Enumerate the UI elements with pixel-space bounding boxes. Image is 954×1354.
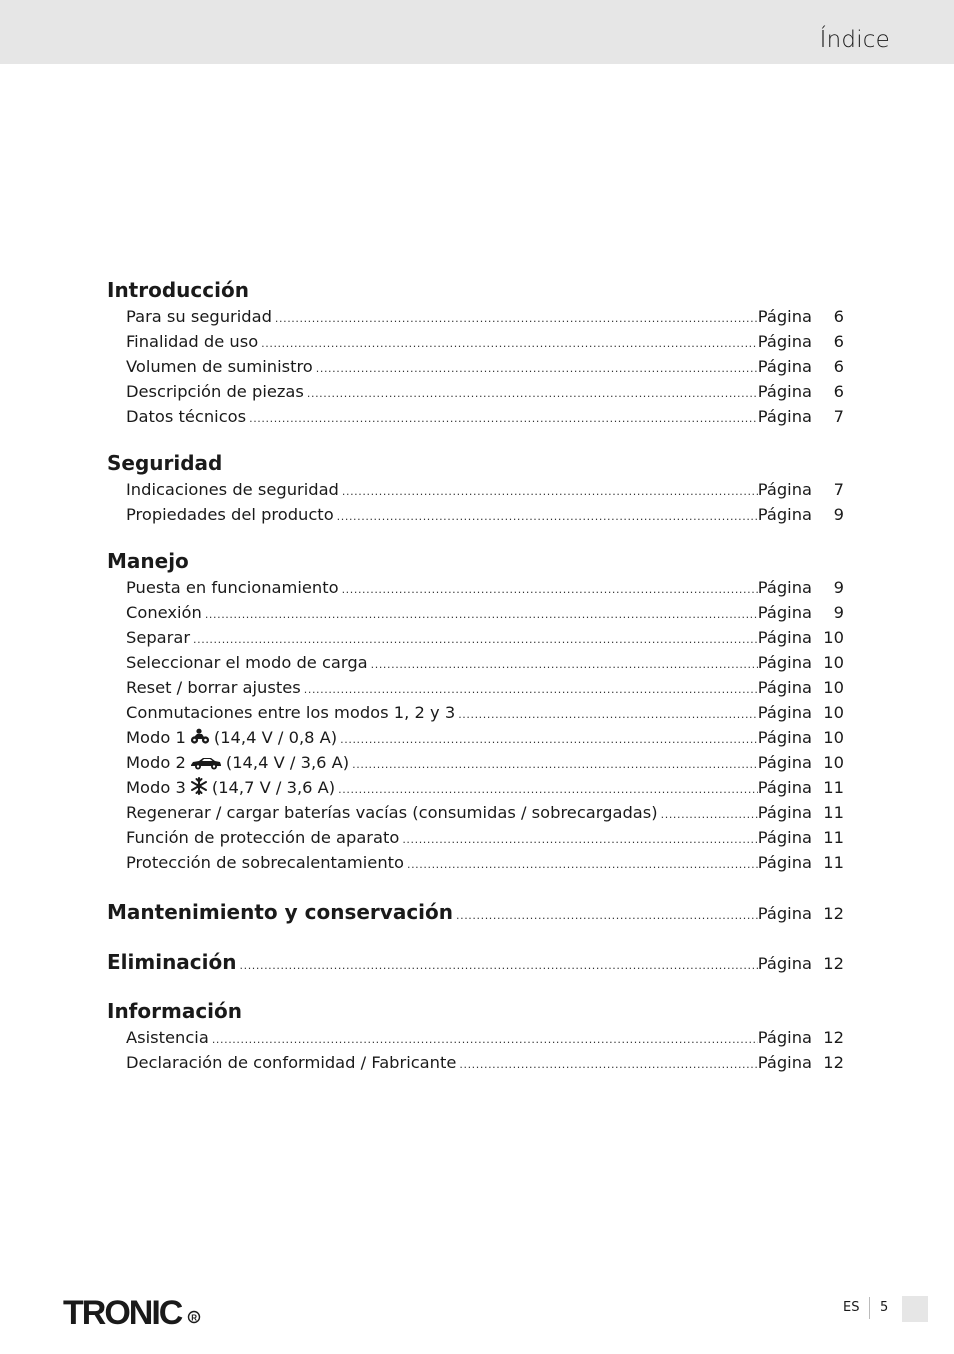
entry-label-pre: Modo 3 [126,778,186,797]
page-number: 6 [833,332,844,351]
page-word: Página [757,505,812,524]
page-number: 9 [833,603,844,622]
toc-entry[interactable] [107,850,844,875]
page-word: Página [757,853,812,872]
dot-leader [240,951,758,981]
toc-entry[interactable] [107,600,844,625]
page-number: 10 [823,678,844,697]
toc-entry[interactable] [107,304,844,329]
page-number: 11 [823,828,844,847]
entry-label: Reset / borrar ajustes [126,678,301,697]
page-number: 11 [823,803,844,822]
entry-label: Datos técnicos [126,407,247,426]
entry-label: Conexión [126,603,202,622]
section-manejo [107,547,844,875]
dot-leader [249,406,758,431]
dot-leader [261,331,758,356]
toc-entry[interactable] [107,750,844,775]
entry-label: Seleccionar el modo de carga [126,653,368,672]
section-title: Mantenimiento y conservación [107,900,454,924]
table-of-contents [107,276,844,1075]
page-number: 7 [833,480,844,499]
page-number: 10 [823,628,844,647]
entry-label: Finalidad de uso [126,332,259,351]
dot-leader [459,1052,757,1077]
entry-label [126,725,337,752]
toc-entry[interactable] [107,650,844,675]
entry-label: Conmutaciones entre los modos 1, 2 y 3 [126,703,456,722]
section-title: Manejo [107,549,189,573]
page-word: Página [757,480,812,499]
section-introduccion [107,276,844,429]
page-number: 12 [823,1053,844,1072]
dot-leader [458,702,758,727]
entry-label [126,750,349,777]
page-number: 6 [833,307,844,326]
page-number: 12 [823,1028,844,1047]
page-number: 6 [833,382,844,401]
page-word: Página [757,578,812,597]
toc-entry[interactable] [107,725,844,750]
entry-label: Para su seguridad [126,307,272,326]
page-number: 7 [833,407,844,426]
page-word: Página [757,803,812,822]
toc-entry[interactable] [107,379,844,404]
page-number: 10 [823,653,844,672]
page-number: 10 [823,703,844,722]
page-number: 11 [823,778,844,797]
toc-entry[interactable] [107,502,844,527]
toc-entry[interactable] [107,700,844,725]
page-number: 6 [833,357,844,376]
brand-name: TRONIC [63,1294,182,1329]
section-title: Eliminación [107,950,237,974]
snowflake-icon [190,777,208,802]
entry-label: Propiedades del producto [126,505,334,524]
entry-label: Puesta en funcionamiento [126,578,339,597]
dot-leader [371,652,758,677]
toc-entry[interactable] [107,575,844,600]
entry-label-post: (14,4 V / 3,6 A) [225,753,350,772]
dot-leader [205,602,758,627]
page-word: Página [757,828,812,847]
dot-leader [352,752,758,777]
entry-label [126,775,335,802]
entry-label: Regenerar / cargar baterías vacías (consumidas / sobrecargadas) [126,803,658,822]
page-word: Página [757,307,812,326]
toc-entry[interactable] [107,625,844,650]
entry-label: Indicaciones de seguridad [126,480,339,499]
toc-entry[interactable] [107,404,844,429]
section-informacion [107,997,844,1075]
page-word: Página [757,954,812,973]
entry-label-pre: Modo 1 [126,728,186,747]
dot-leader [340,727,758,752]
dot-leader [661,802,758,827]
entry-label: Volumen de suministro [126,357,313,376]
page-word: Página [757,382,812,401]
page-title: Índice [819,27,890,53]
dot-leader [342,577,758,602]
dot-leader [338,777,758,802]
dot-leader [193,627,758,652]
toc-entry[interactable] [107,800,844,825]
toc-entry[interactable] [107,354,844,379]
entry-label: Protección de sobrecalentamiento [126,853,404,872]
page-word: Página [757,728,812,747]
toc-entry[interactable] [107,775,844,800]
svg-text:R: R [191,1313,198,1323]
toc-entry[interactable] [107,825,844,850]
page-number: 12 [823,904,844,923]
page-word: Página [757,778,812,797]
dot-leader [307,381,758,406]
entry-label: Función de protección de aparato [126,828,400,847]
dot-leader [407,852,758,877]
page-word: Página [757,332,812,351]
section-title: Seguridad [107,451,223,475]
dot-leader [342,479,758,504]
entry-label: Asistencia [126,1028,209,1047]
car-icon [190,752,222,777]
page-word: Página [757,603,812,622]
footer-divider [869,1297,870,1319]
section-title: Introducción [107,278,249,302]
entry-label-post: (14,7 V / 3,6 A) [211,778,336,797]
page-word: Página [757,357,812,376]
page-number: 9 [833,505,844,524]
page-word: Página [757,628,812,647]
toc-entry[interactable] [107,329,844,354]
section-title: Información [107,999,243,1023]
dot-leader [337,504,758,529]
page-word: Página [757,904,812,923]
motorcycle-icon [190,727,210,752]
entry-label: Descripción de piezas [126,382,304,401]
page-number-footer: 5 [880,1300,889,1315]
page-word: Página [757,1028,812,1047]
page-number: 10 [823,753,844,772]
section-eliminacion[interactable] [107,947,844,977]
dot-leader [456,901,758,931]
toc-entry[interactable] [107,1025,844,1050]
entry-label: Declaración de conformidad / Fabricante [126,1053,457,1072]
language-code: ES [843,1300,860,1315]
dot-leader [275,306,758,331]
dot-leader [212,1027,758,1052]
toc-entry[interactable] [107,675,844,700]
page-word: Página [757,678,812,697]
toc-entry[interactable] [107,477,844,502]
toc-entry[interactable] [107,1050,844,1075]
dot-leader [304,677,758,702]
entry-label: Separar [126,628,191,647]
page-number: 10 [823,728,844,747]
header-bar [0,0,954,64]
page-number: 12 [823,954,844,973]
dot-leader [402,827,757,852]
dot-leader [316,356,758,381]
page-number: 9 [833,578,844,597]
section-mantenimiento[interactable] [107,897,844,927]
entry-label-pre: Modo 2 [126,753,186,772]
section-seguridad [107,449,844,527]
page-word: Página [757,407,812,426]
page-word: Página [757,653,812,672]
entry-label-post: (14,4 V / 0,8 A) [213,728,338,747]
page-number: 11 [823,853,844,872]
page-word: Página [757,1053,812,1072]
page-word: Página [757,753,812,772]
page-word: Página [757,703,812,722]
page-tab-marker [902,1296,928,1322]
tronic-logo [63,1293,203,1329]
